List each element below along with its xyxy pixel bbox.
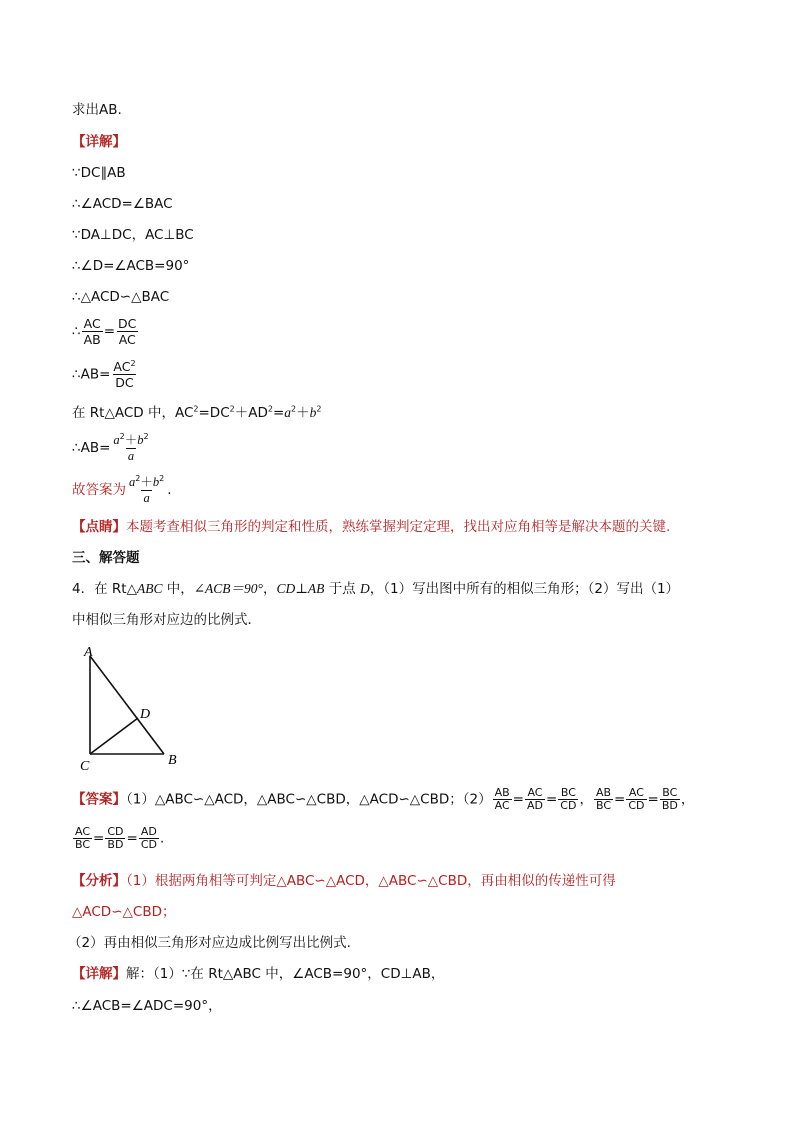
text: （1）根据两角相等可判定△ABC∽△ACD，△ABC∽△CBD，再由相似的传递性可得 (126, 873, 616, 889)
tag-text: 【详解】 (72, 134, 126, 150)
numerator: AB (595, 786, 612, 799)
numerator: DC (118, 316, 137, 331)
text: . (167, 482, 172, 498)
text: 4．在 Rt (72, 581, 127, 597)
fraction (105, 826, 125, 851)
text: 解：（1）∵在 Rt△ABC 中，∠ACB=90°，CD⊥AB， (126, 966, 445, 982)
formula-line (72, 404, 321, 422)
text: ∴AB= (72, 440, 111, 456)
label-d: D (140, 707, 151, 722)
numerator: AC (75, 825, 91, 838)
text: AC (113, 359, 131, 374)
denominator: BD (107, 838, 124, 851)
equals: = (126, 830, 138, 847)
exponent: 2 (193, 404, 199, 414)
numerator (127, 474, 166, 490)
heading-text: 三、解答题 (72, 550, 140, 566)
answer-line (72, 474, 172, 506)
fraction (127, 474, 166, 506)
text: ∵DA⊥DC，AC⊥BC (72, 227, 194, 243)
denominator: AD (526, 799, 543, 812)
proof-line (72, 288, 169, 306)
text: =DC (198, 405, 230, 421)
detail-line (72, 965, 444, 983)
answer-line (72, 826, 164, 851)
text: （2）再由相似三角形对应边成比例写出比例式. (68, 935, 351, 951)
key-point-line (72, 518, 670, 536)
text: ∵DC∥AB (72, 165, 126, 181)
analysis-line (72, 903, 175, 921)
formula-line (72, 432, 152, 464)
fraction (558, 787, 578, 812)
text: . (159, 830, 165, 847)
text: ∴∠ACB=∠ADC=90°， (72, 998, 222, 1014)
variable: b (152, 475, 160, 489)
text: = (272, 405, 285, 421)
variable: ABC (136, 581, 163, 596)
text: 于点 (324, 581, 361, 597)
equals: = (545, 791, 558, 808)
question-line (72, 611, 261, 629)
text: ，（1）写出图中所有的相似三角形；（2）写出（1） (369, 581, 680, 597)
variable: a (113, 433, 120, 447)
text: 故答案为 (72, 482, 126, 498)
numerator: AD (140, 825, 157, 838)
denominator: a (143, 491, 150, 505)
numerator (111, 432, 150, 448)
detail-line (72, 997, 222, 1015)
exponent: 2 (291, 404, 297, 414)
text: ∴∠ACD=∠BAC (72, 196, 173, 212)
exponent: 2 (135, 473, 141, 483)
text: ∴ (72, 323, 81, 340)
denominator: CD (140, 838, 157, 851)
exponent: 2 (130, 358, 136, 368)
numerator: AC (527, 786, 543, 799)
denominator: CD (628, 799, 645, 812)
numerator: CD (107, 825, 124, 838)
denominator: AC (118, 332, 136, 347)
text: ∴△ACD∽△BAC (72, 289, 170, 305)
equals: = (512, 791, 524, 808)
fraction (660, 787, 680, 812)
text: 在 Rt△ACD 中，AC (72, 405, 194, 421)
text: △ACD∽△CBD； (72, 904, 176, 920)
exponent: 2 (119, 431, 125, 441)
exponent: 2 (267, 404, 273, 414)
text: 中相似三角形对应边的比例式． (72, 612, 261, 628)
denominator: DC (115, 375, 134, 390)
variable: CD⊥AB (276, 581, 325, 596)
exponent: 2 (159, 473, 165, 483)
section-tag-detail (72, 133, 126, 151)
text: ， (680, 791, 695, 808)
numerator: BC (662, 786, 678, 799)
segment-ab (90, 656, 164, 754)
text-line (72, 101, 122, 119)
text: ∴AB= (72, 366, 111, 383)
denominator: a (127, 449, 135, 463)
label-b: B (168, 753, 177, 768)
denominator: BD (661, 799, 678, 812)
text: ∴∠D=∠ACB=90° (72, 258, 190, 274)
fraction (111, 432, 150, 464)
text: ＋ (140, 474, 153, 489)
fraction (82, 316, 103, 347)
question-line (72, 580, 679, 598)
text: 本题考查相似三角形的判定和性质，熟练掌握判定定理，找出对应角相等是解决本题的关键. (126, 519, 671, 535)
variable: a (129, 475, 136, 489)
answer-line (72, 787, 694, 812)
equals: = (614, 791, 626, 808)
numerator: AB (494, 786, 510, 799)
analysis-line (72, 872, 616, 890)
section-heading (72, 549, 140, 567)
numerator (111, 359, 137, 374)
numerator: AC (628, 786, 644, 799)
fraction (116, 316, 138, 347)
proof-line (72, 195, 173, 213)
text: ， (262, 581, 277, 597)
label-a: A (84, 645, 93, 660)
text: ＋AD (234, 405, 268, 421)
text: ＋ (124, 432, 138, 447)
text: △ (126, 581, 137, 597)
tag-text: 【点睛】 (72, 519, 126, 535)
exponent: 2 (143, 431, 149, 441)
equals: = (93, 830, 105, 847)
fraction (493, 787, 512, 812)
proof-line (72, 257, 189, 275)
variable: b (137, 433, 144, 447)
fraction (73, 826, 92, 851)
text: （1）△ABC∽△ACD，△ABC∽△CBD，△ACD∽△CBD；（2） (126, 791, 492, 808)
denominator: CD (560, 799, 577, 812)
fraction (626, 787, 646, 812)
proof-line (72, 164, 126, 182)
denominator: BC (75, 838, 91, 851)
tag-text: 【分析】 (72, 873, 126, 889)
fraction (111, 359, 137, 390)
fraction (594, 787, 613, 812)
denominator: AC (494, 799, 510, 812)
equals: = (647, 791, 659, 808)
fraction (525, 787, 545, 812)
tag-text: 【详解】 (72, 966, 126, 982)
denominator: BC (595, 799, 612, 812)
triangle-figure (72, 640, 192, 775)
numerator: AC (83, 316, 101, 331)
variable: a (284, 405, 292, 420)
label-c: C (80, 759, 90, 774)
variable: b (309, 405, 317, 420)
text: 求出AB. (72, 102, 122, 118)
text: 中， (162, 581, 194, 597)
proof-line (72, 226, 194, 244)
fraction (139, 826, 159, 851)
variable: D (360, 581, 370, 596)
exponent: 2 (316, 404, 322, 414)
segment-cd (90, 718, 138, 754)
equals: = (103, 323, 116, 340)
exponent: 2 (229, 404, 235, 414)
denominator: AB (83, 332, 101, 347)
variable: ∠ACB＝90° (193, 581, 263, 596)
formula-line (72, 359, 139, 390)
numerator: BC (560, 786, 576, 799)
tag-text: 【答案】 (72, 791, 126, 808)
text: ＋ (296, 405, 310, 421)
analysis-line (68, 934, 351, 952)
proportion-line (72, 316, 139, 347)
text: ， (579, 791, 593, 808)
